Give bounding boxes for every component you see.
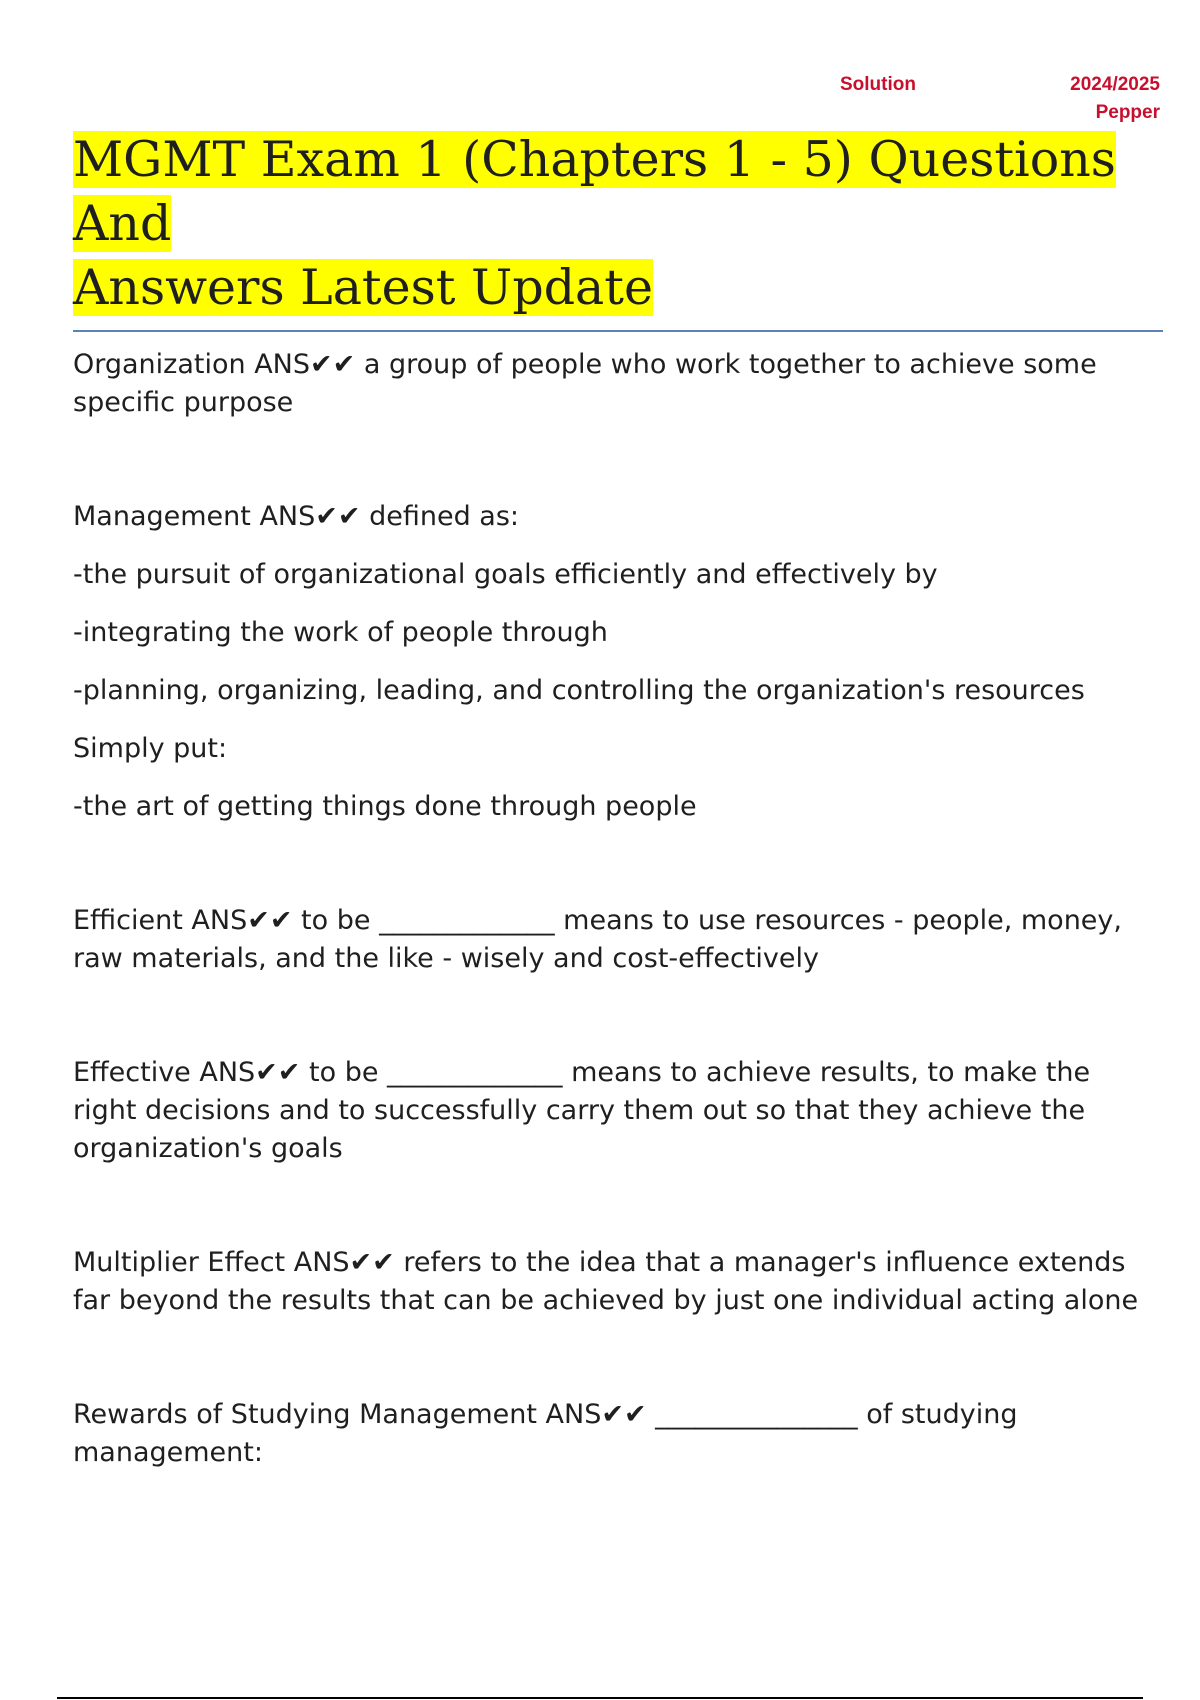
qa-term: Effective ANS✔✔ <box>73 1057 301 1088</box>
qa-text <box>73 1244 1153 1320</box>
qa-entry-management <box>73 498 1153 826</box>
qa-entry-effective <box>73 1054 1153 1168</box>
qa-text <box>73 1396 1153 1472</box>
qa-answer-line: -the pursuit of organizational goals efficiently and effectively by <box>73 559 938 590</box>
qa-answer-line: -the art of getting things done through people <box>73 791 697 822</box>
footer-divider <box>57 1697 1143 1699</box>
qa-answer-line: Simply put: <box>73 733 228 764</box>
qa-entry-multiplier-effect <box>73 1244 1153 1320</box>
qa-answer-line: -integrating the work of people through <box>73 617 608 648</box>
title-line-1: MGMT Exam 1 (Chapters 1 - 5) Questions And <box>73 131 1116 252</box>
qa-answer: defined as: <box>360 501 519 532</box>
qa-text <box>73 498 1153 536</box>
title-line-2: Answers Latest Update <box>73 259 653 316</box>
qa-text <box>73 902 1153 978</box>
qa-term: Multiplier Effect ANS✔✔ <box>73 1247 395 1278</box>
qa-answer-line: -planning, organizing, leading, and controlling the organization's resources <box>73 675 1085 706</box>
qa-answer: _______________ of studying management: <box>73 1399 1018 1468</box>
qa-content <box>73 346 1153 1548</box>
qa-text <box>73 346 1153 422</box>
qa-text <box>73 1054 1153 1168</box>
qa-term: Management ANS✔✔ <box>73 501 361 532</box>
qa-answer: a group of people who work together to achieve some specific purpose <box>73 349 1097 418</box>
qa-answer: refers to the idea that a manager's influence extends far beyond the results that can be achieved by just one individual acting alone <box>73 1247 1139 1316</box>
qa-term: Organization ANS✔✔ <box>73 349 356 380</box>
author-label: Pepper <box>1095 102 1160 123</box>
qa-entry-efficient <box>73 902 1153 978</box>
year-label: 2024/2025 <box>1070 74 1160 95</box>
qa-answer: to be _____________ means to achieve results, to make the right decisions and to successfully carry them out so that they achieve the organization's goals <box>73 1057 1091 1164</box>
document-header-meta <box>840 74 1160 126</box>
status-label: Solution <box>840 74 916 95</box>
qa-entry-rewards <box>73 1396 1153 1472</box>
page-title <box>73 128 1163 332</box>
qa-answer: to be _____________ means to use resources - people, money, raw materials, and the like - wisely and cost-effectively <box>73 905 1122 974</box>
qa-term: Rewards of Studying Management ANS✔✔ <box>73 1399 647 1430</box>
qa-entry-organization <box>73 346 1153 422</box>
qa-term: Efficient ANS✔✔ <box>73 905 293 936</box>
